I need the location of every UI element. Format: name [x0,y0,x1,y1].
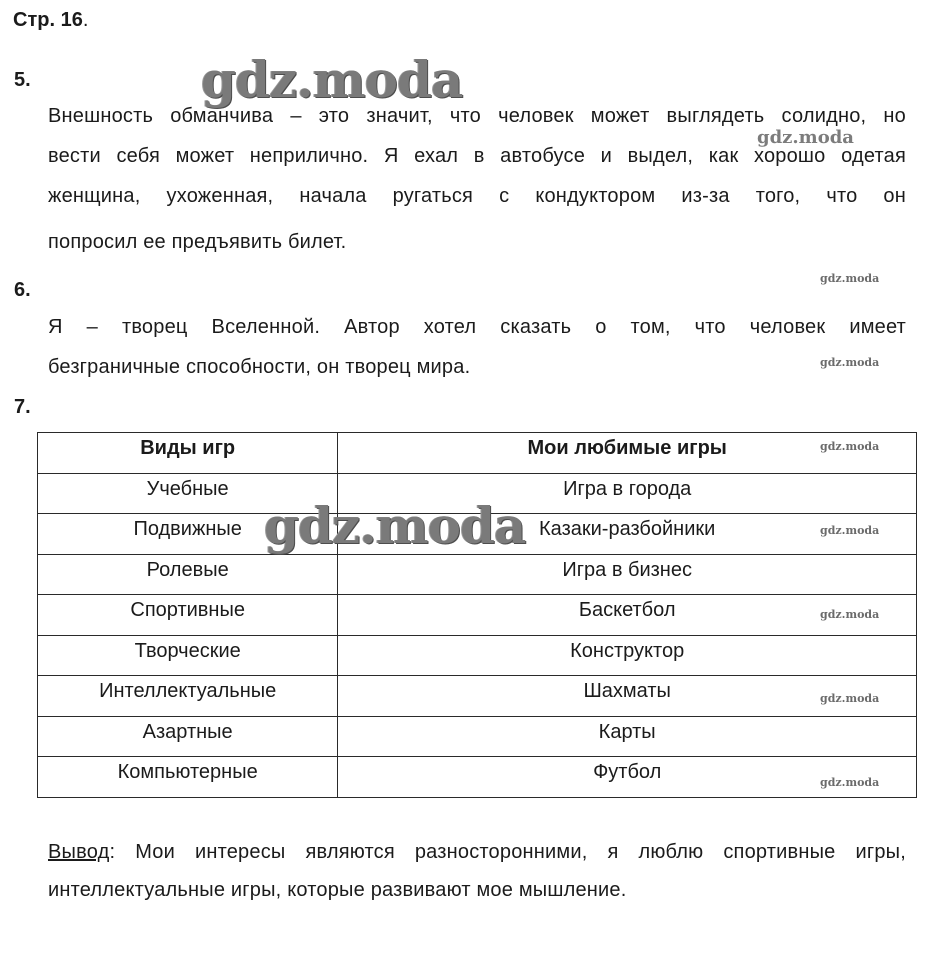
conclusion [48,832,906,910]
text-line: женщина, ухоженная, начала ругаться с кондуктором из-за того, что он [48,185,906,207]
table-cell: Конструктор [338,635,917,676]
table-header-row [38,433,917,474]
text-line: вести себя может неприлично. Я ехал в автобусе и выдел, как хорошо одетая [48,145,906,167]
text-line: безграничные способности, он творец мира. [48,356,471,378]
watermark-logo: gdz.moda [820,524,880,537]
table-cell: Игра в бизнес [338,554,917,595]
table-cell: Творческие [38,635,338,676]
watermark-logo: gdz.moda [820,356,880,369]
task-6-text [48,307,906,387]
table-row [38,716,917,757]
table-cell: Баскетбол [338,595,917,636]
text-line: попросил ее предъявить билет. [48,231,347,253]
text-line: Я – творец Вселенной. Автор хотел сказать о том, что человек имеет [48,316,906,338]
task-5-text [48,96,906,262]
conclusion-text: : Мои интересы являются разносторонними, я люблю спортивные игры, [109,841,906,863]
watermark-logo: gdz.moda [757,127,854,148]
table-cell: Спортивные [38,595,338,636]
watermark-logo: gdz.moda [820,608,880,621]
task-number: 5. [14,69,31,91]
table-cell: Подвижные [38,514,338,555]
table-row [38,676,917,717]
watermark-logo: gdz.moda [820,440,880,453]
table-cell: Футбол [338,757,917,798]
task-number: 6. [14,279,31,301]
watermark-logo: gdz.moda [201,50,463,109]
table-cell: Игра в города [338,473,917,514]
table-cell: Карты [338,716,917,757]
table-row [38,635,917,676]
column-header: Мои любимые игры [338,433,917,474]
table-row [38,554,917,595]
table-cell: Учебные [38,473,338,514]
watermark-logo: gdz.moda [264,496,526,555]
text-line [48,832,906,872]
table-row [38,595,917,636]
watermark-logo: gdz.moda [820,272,880,285]
task-number: 7. [14,396,31,418]
table-cell: Казаки-разбойники [338,514,917,555]
column-header: Виды игр [38,433,338,474]
table-cell: Шахматы [338,676,917,717]
watermark-logo: gdz.moda [820,776,880,789]
conclusion-label: Вывод [48,841,110,863]
table-cell: Ролевые [38,554,338,595]
table-row [38,757,917,798]
text-line: Внешность обманчива – это значит, что человек может выглядеть солидно, но [48,105,906,127]
table-cell: Интеллектуальные [38,676,338,717]
page-label: Стр. 16. [13,9,89,31]
watermark-logo: gdz.moda [820,692,880,705]
text-line: интеллектуальные игры, которые развивают мое мышление. [48,879,627,901]
table-cell: Компьютерные [38,757,338,798]
table-cell: Азартные [38,716,338,757]
games-table [37,432,917,798]
